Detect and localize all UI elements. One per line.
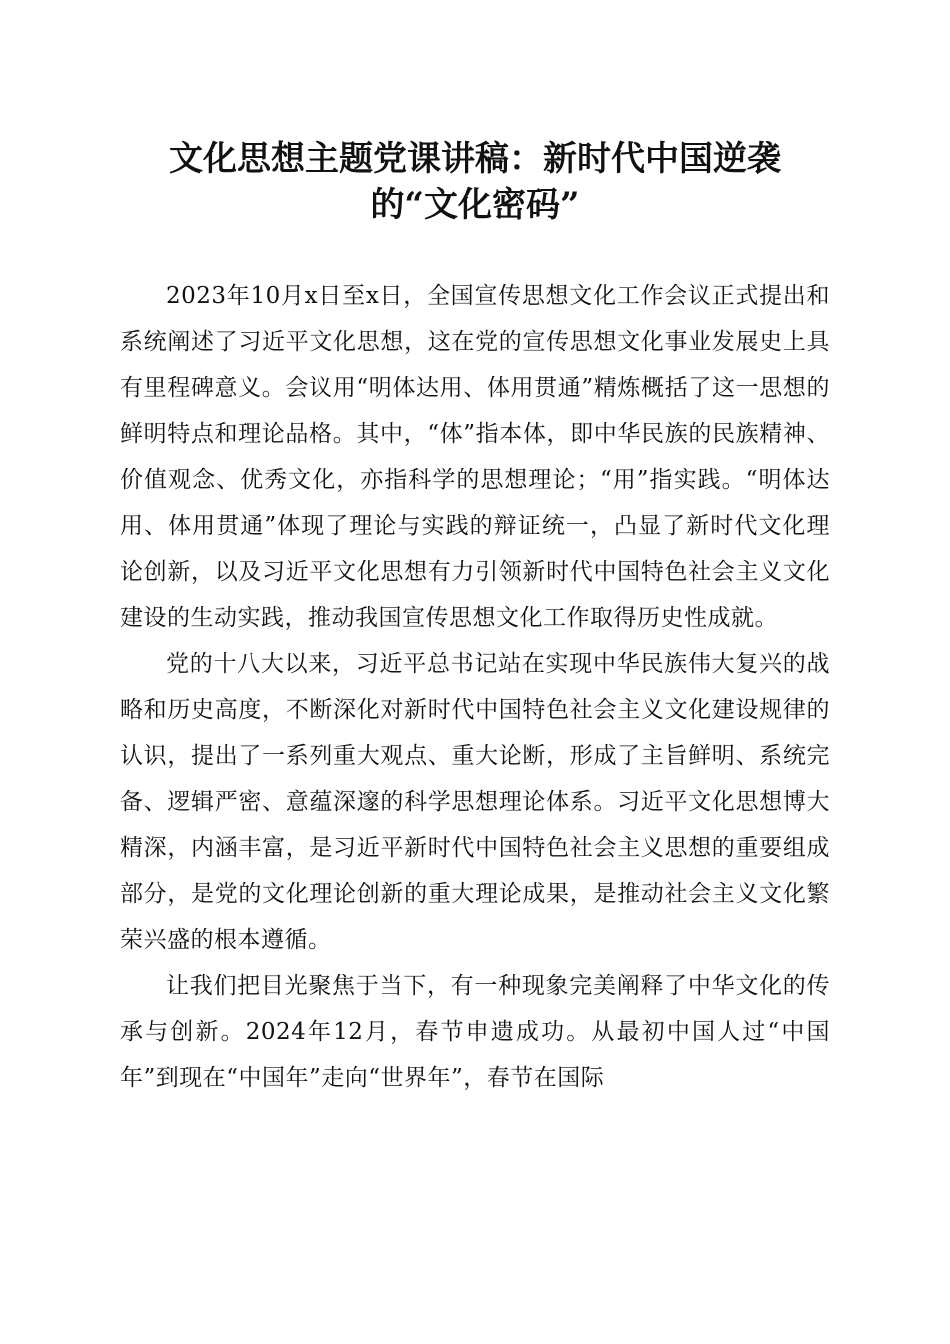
paragraph-1: 2023年10月x日至x日，全国宣传思想文化工作会议正式提出和系统阐述了习近平文化思想，这在党的宣传思想文化事业发展史上具有里程碑意义。会议用“明体达用、体用贯通”精炼概括了这一思想的鲜明特点和理论品格。其中，“体”指本体，即中华民族的民族精神、价值观念、优秀文化，亦指科学的思想理论；“用”指实践。“明体达用、体用贯通”体现了理论与实践的辩证统一，凸显了新时代文化理论创新，以及习近平文化思想有力引领新时代中国特色社会主义文化建设的生动实践，推动我国宣传思想文化工作取得历史性成就。 bbox=[120, 283, 830, 631]
paragraph-2: 党的十八大以来，习近平总书记站在实现中华民族伟大复兴的战略和历史高度，不断深化对新时代中国特色社会主义文化建设规律的认识，提出了一系列重大观点、重大论断，形成了主旨鲜明、系统完备、逻辑严密、意蕴深邃的科学思想理论体系。习近平文化思想博大精深，内涵丰富，是习近平新时代中国特色社会主义思想的重要组成部分，是党的文化理论创新的重大理论成果，是推动社会主义文化繁荣兴盛的根本遵循。 bbox=[120, 651, 830, 953]
document-body bbox=[120, 273, 830, 1101]
document-title bbox=[120, 136, 830, 228]
title-line-2: 的“文化密码” bbox=[370, 185, 580, 225]
paragraph-3: 让我们把目光聚焦于当下，有一种现象完美阐释了中华文化的传承与创新。2024年12月，春节申遗成功。从最初中国人过“中国年”到现在“中国年”走向“世界年”，春节在国际 bbox=[120, 973, 830, 1091]
title-line-1: 文化思想主题党课讲稿：新时代中国逆袭 bbox=[169, 139, 781, 179]
